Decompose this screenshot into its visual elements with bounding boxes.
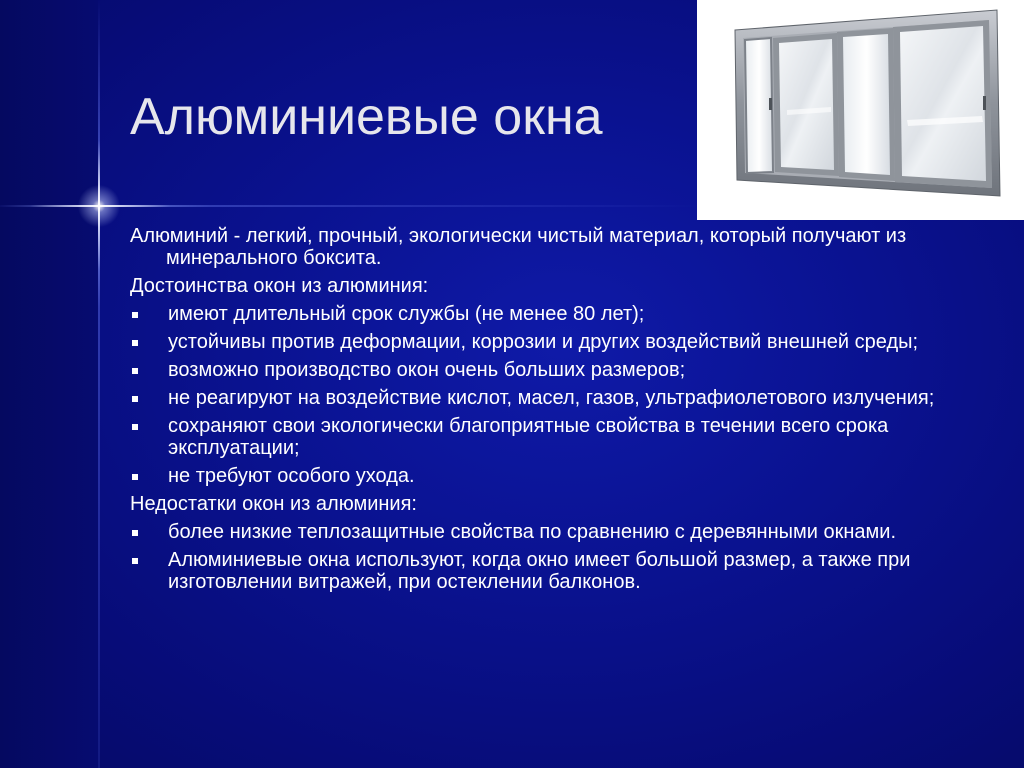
window-illustration (697, 0, 1024, 220)
bullet-text: устойчивы против деформации, коррозии и других воздействий внешней среды; (168, 331, 919, 353)
square-bullet-icon (132, 340, 138, 346)
list-item (130, 387, 990, 409)
list-item (130, 359, 990, 381)
bullet-text: сохраняют свои экологически благоприятные свойства в течении всего срока эксплуатации; (168, 415, 889, 459)
list-item (130, 303, 990, 325)
square-bullet-icon (132, 474, 138, 480)
list-item (130, 549, 990, 593)
bullet-text: не реагируют на воздействие кислот, масел, газов, ультрафиолетового излучения; (168, 387, 935, 409)
bullet-text: Алюминиевые окна используют, когда окно имеет большой размер, а также при изготовлении витражей, при остеклении балконов. (168, 549, 911, 593)
bullet-text: имеют длительный срок службы (не менее 80 лет); (168, 303, 645, 325)
slide-body (130, 225, 990, 599)
advantages-list (130, 303, 990, 487)
square-bullet-icon (132, 530, 138, 536)
advantages-heading: Достоинства окон из алюминия: (130, 275, 429, 297)
square-bullet-icon (132, 312, 138, 318)
left-band-decoration (0, 0, 98, 768)
bullet-text: возможно производство окон очень больших размеров; (168, 359, 686, 381)
star-flare-horizontal (30, 205, 170, 207)
list-item (130, 521, 990, 543)
bullet-text: более низкие теплозащитные свойства по сравнению с деревянными окнами. (168, 521, 897, 543)
bullet-text: не требуют особого ухода. (168, 465, 415, 487)
list-item (130, 331, 990, 353)
vertical-glow-line (98, 0, 100, 768)
disadvantages-list (130, 521, 990, 593)
intro-paragraph: Алюминий - легкий, прочный, экологически чистый материал, который получают из минерального боксита. (130, 225, 907, 269)
disadvantages-heading: Недостатки окон из алюминия: (130, 493, 417, 515)
slide-title: Алюминиевые окна (130, 88, 603, 146)
list-item (130, 415, 990, 459)
square-bullet-icon (132, 558, 138, 564)
square-bullet-icon (132, 396, 138, 402)
square-bullet-icon (132, 424, 138, 430)
aluminum-window-photo (697, 0, 1024, 220)
square-bullet-icon (132, 368, 138, 374)
list-item (130, 465, 990, 487)
